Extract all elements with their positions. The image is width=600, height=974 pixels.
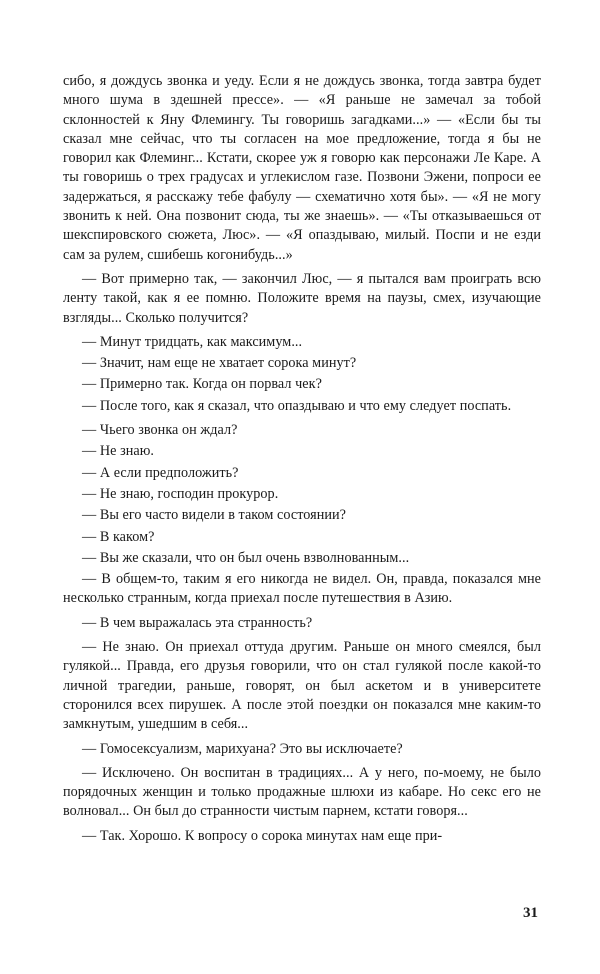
paragraph: — Вот примерно так, — закончил Люс, — я пытался вам проиграть всю ленту такой, как я ее помню. Положите время на паузы, смех, изучающие взгляды... Сколько получится? [63,270,541,326]
paragraph: — Не знаю. Он приехал оттуда другим. Раньше он много смеялся, был гулякой... Правда, его друзья говорили, что он стал гулякой после какой-то личной трагедии, раньше, говорят, он был аскетом и в университете сторонился всех пирушек. А после этой поездки он показался мне каким-то замкнутым, ушедшим в себя... [63,639,541,733]
paragraph: — Значит, нам еще не хватает сорока минут? [82,355,357,372]
paragraph: — Так. Хорошо. К вопросу о сорока минутах нам еще при- [82,827,443,844]
paragraph: — Примерно так. Когда он порвал чек? [82,376,322,393]
paragraph: — Вы же сказали, что он был очень взволнованным... [82,549,410,566]
paragraph: — В общем-то, таким я его никогда не видел. Он, правда, показался мне несколько странным, когда приехал после путешествия в Азию. [63,571,541,607]
paragraph: — Не знаю, господин прокурор. [82,485,279,502]
paragraph: — Исключено. Он воспитан в традициях... А у него, по-моему, не было порядочных женщин и только продажные шлюхи из кабаре. Но секс его не волновал... Он был до странности чистым парнем, кстати говоря... [63,764,541,820]
paragraph: — Минут тридцать, как максимум... [82,333,303,350]
paragraph: — А если предположить? [82,464,239,481]
paragraph: — В каком? [82,528,155,545]
book-page-text [63,72,541,851]
page-number: 31 [523,905,538,921]
paragraph: — Вы его часто видели в таком состоянии? [82,507,347,524]
paragraph: сибо, я дождусь звонка и уеду. Если я не дождусь звонка, тогда завтра будет много шума в здешней прессе». — «Я раньше не замечал за тобой склонностей к Яну Флемингу. Ты говоришь загадками...» — «Если бы ты сказал мне сейчас, что ты согласен на мое предложение, тогда я бы не говорил как Флеминг... Кстати, скорее уж я говорю как персонажи Ле Каре. А ты говоришь о трех градусах и углекислом газе. Позвони Эжени, попроси ее задержаться, я расскажу тебе фабулу — схематично хотя бы». — «Я не могу звонить к ней. Она позвонит сюда, ты же знаешь». — «Ты отказываешься от шекспировского сюжета, Люс». — «Я опаздываю, милый. Поспи и не езди сам за рулем, сшибешь когонибудь...» [63,73,541,263]
paragraph: — После того, как я сказал, что опаздываю и что ему следует поспать. [82,397,512,414]
paragraph: — Чьего звонка он ждал? [82,422,238,439]
paragraph: — Гомосексуализм, марихуана? Это вы исключаете? [82,740,403,757]
paragraph: — В чем выражалась эта странность? [82,614,313,631]
paragraph: — Не знаю. [82,443,154,460]
